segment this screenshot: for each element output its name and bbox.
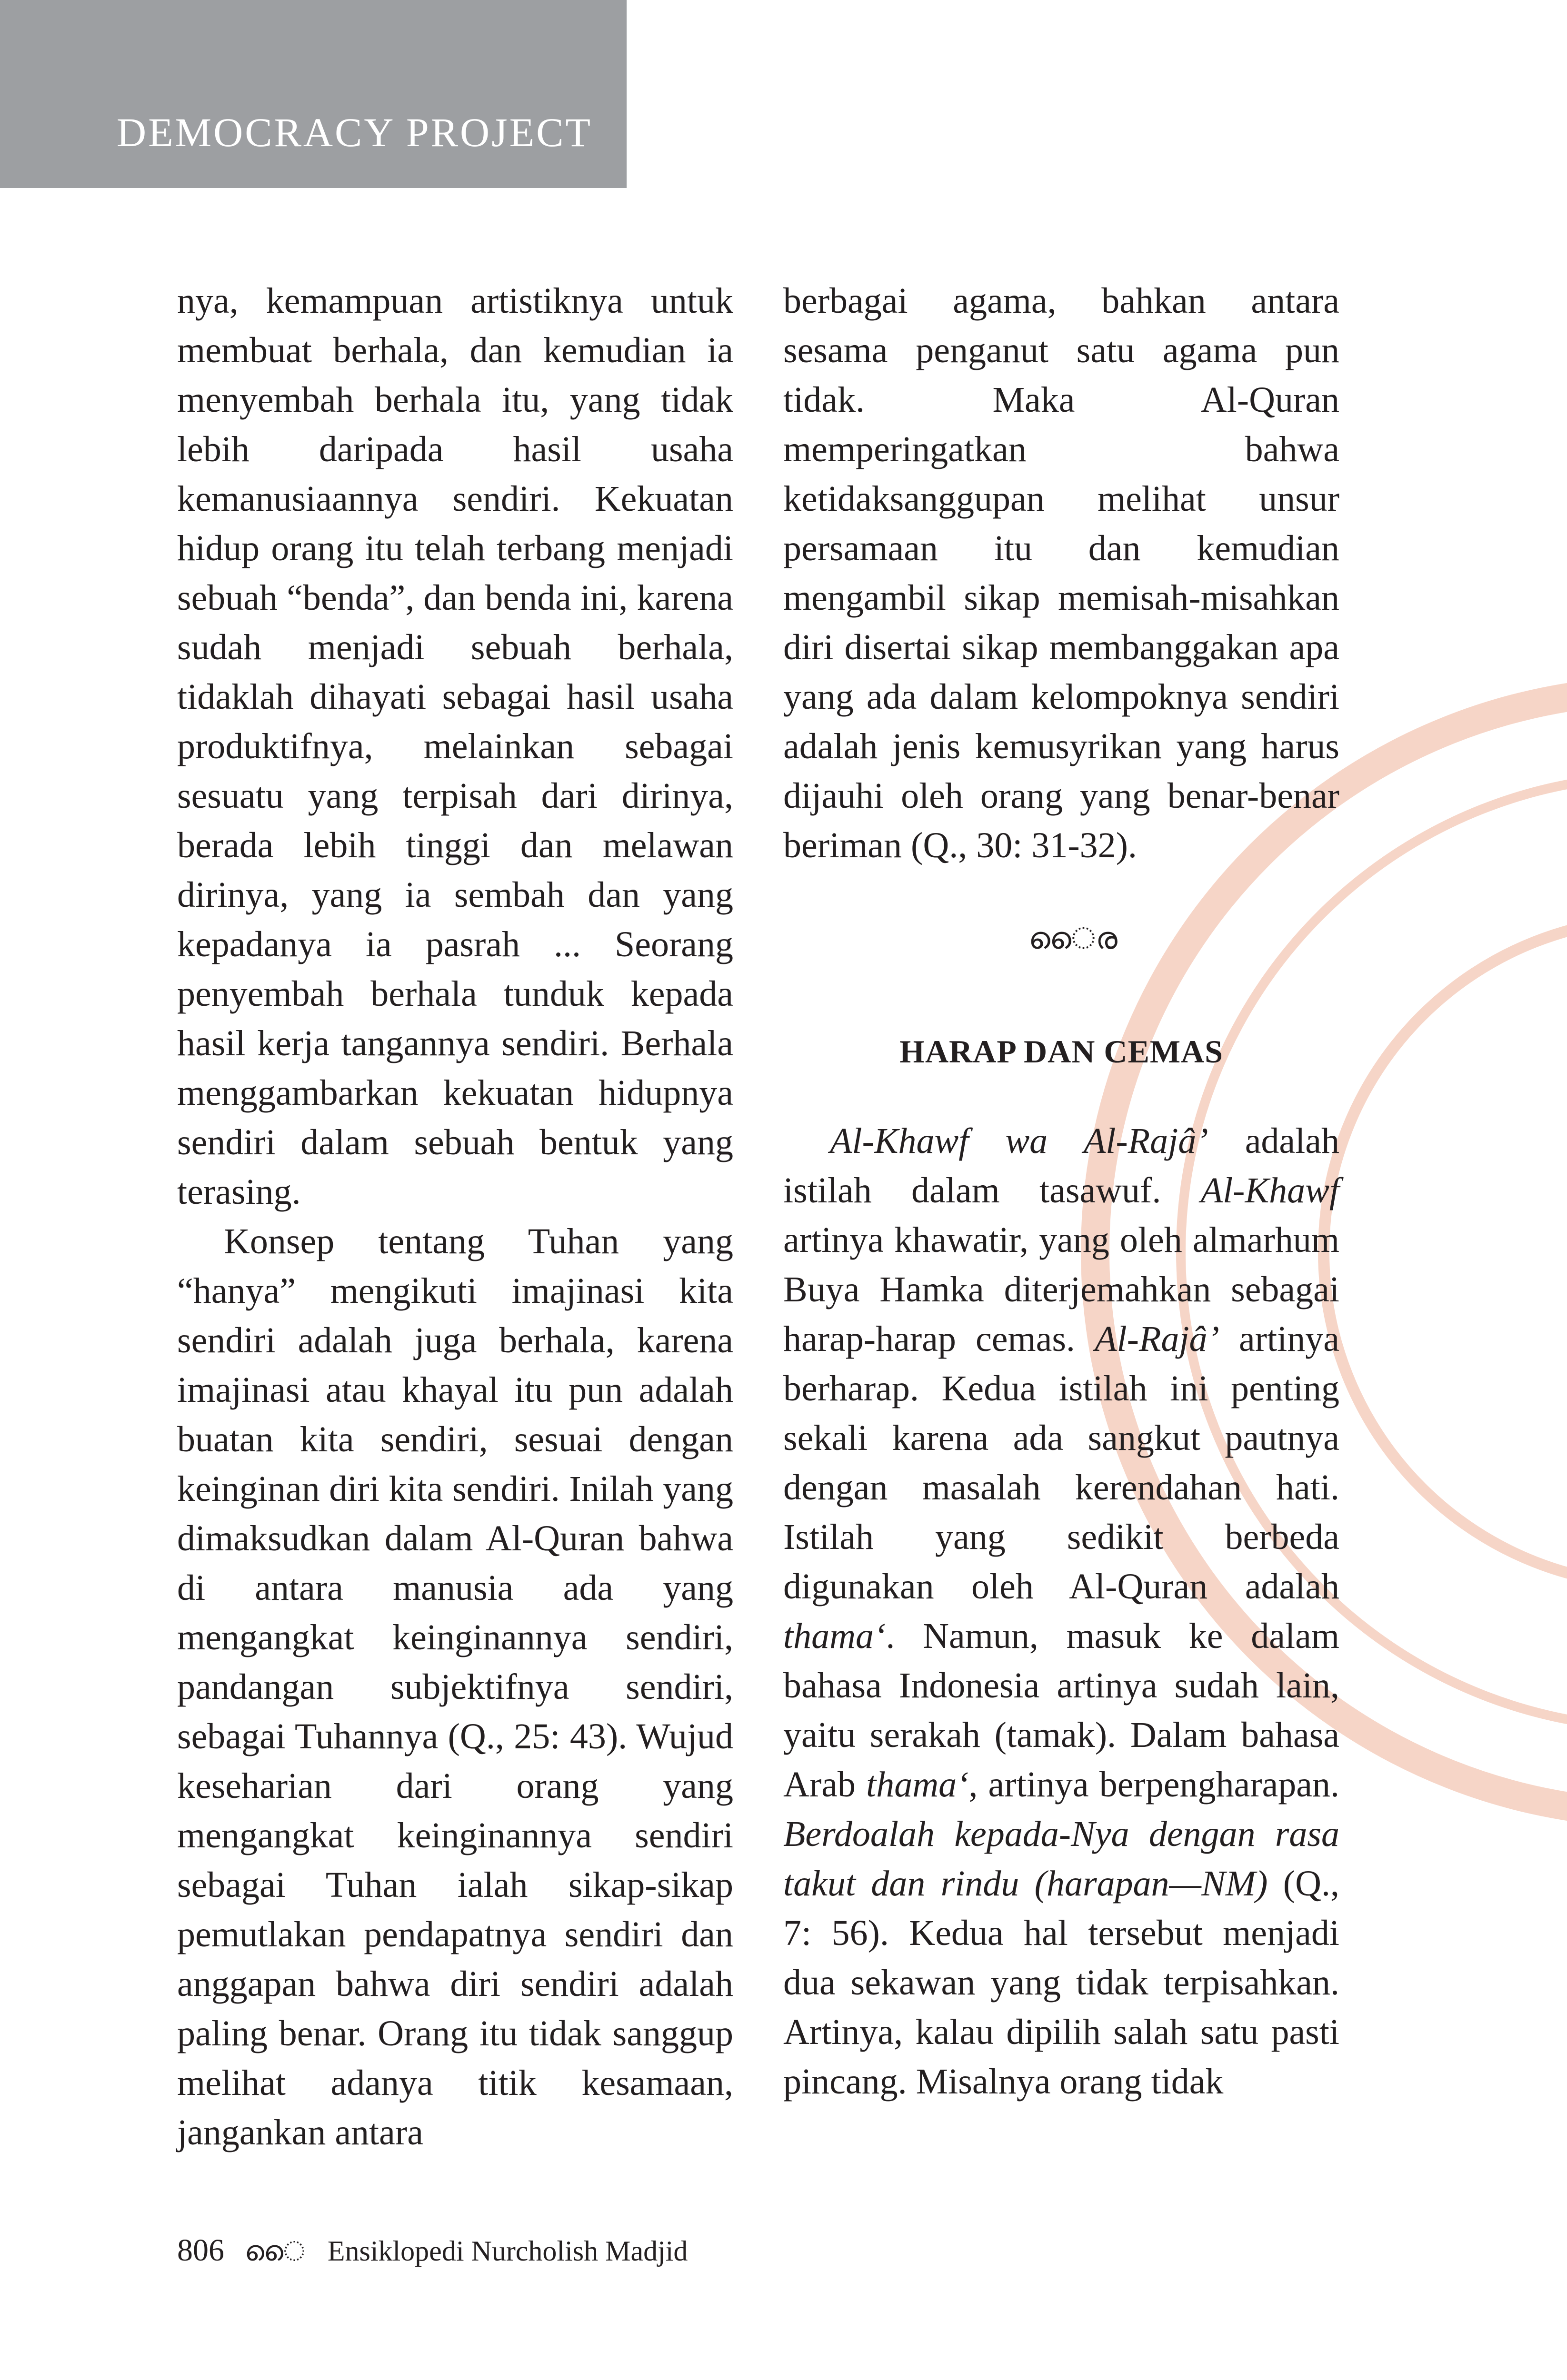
term-khawf-raja: Al-Khawf wa Al-Rajâ’ [830, 1121, 1208, 1161]
term-khawf: Al-Khawf [1200, 1170, 1339, 1210]
right-paragraph-1: berbagai agama, bahkan antara sesama penganut satu agama pun tidak. Maka Al-Quran memperingatkan bahwa ketidaksanggupan melihat unsur persamaan itu dan kemudian mengambil sikap memisah-misahkan diri disertai sikap membanggakan apa yang ada dalam kelompoknya sendiri adalah jenis kemusyrikan yang harus dijauhi oleh orang yang benar-benar beriman (Q., 30: 31-32). [783, 281, 1339, 865]
term-thama: thama‘ [783, 1616, 886, 1656]
page-number: 806 [177, 2233, 224, 2268]
page-footer [177, 2232, 688, 2269]
text-run: . Namun, masuk ke dalam bahasa Indonesia artinya sudah lain, yaitu serakah (tamak). Dalam bahasa Arab [783, 1616, 1339, 1805]
quran-quote: Berdoalah kepada-Nya dengan rasa takut dan rindu (harapan—NM) [783, 1814, 1339, 1904]
right-column-bottom [783, 1116, 1339, 2106]
left-column [177, 276, 733, 2157]
right-column-top [783, 276, 1339, 870]
term-raja: Al-Rajâ’ [1095, 1319, 1219, 1359]
section-ornament: ൈര [1028, 922, 1118, 955]
left-paragraph-2: Konsep tentang Tuhan yang “hanya” mengikuti imajinasi kita sendiri adalah juga berhala, karena imajinasi atau khayal itu pun adalah buatan kita sendiri, sesuai dengan keinginan diri kita sendiri. Inilah yang dimaksudkan dalam Al-Quran bahwa di antara manusia ada yang mengangkat keinginannya sendiri, pandangan subjektifnya sendiri, sebagai Tuhannya (Q., 25: 43). Wujud keseharian dari orang yang mengangkat keinginannya sendiri sebagai Tuhan ialah sikap-sikap pemutlakan pendapatnya sendiri dan anggapan bahwa diri sendiri adalah paling benar. Orang itu tidak sanggup melihat adanya titik kesamaan, jangankan antara [177, 1221, 733, 2152]
term-thama-2: thama‘ [866, 1765, 969, 1805]
book-title: Ensiklopedi Nurcholish Madjid [327, 2235, 688, 2267]
text-run: artinya khawatir, yang oleh almarhum Buya Hamka diterjemahkan sebagai harap-harap cemas. [783, 1220, 1339, 1359]
section-heading: HARAP DAN CEMAS [899, 1033, 1223, 1070]
right-paragraph-2 [783, 1116, 1339, 2106]
text-run: artinya berharap. Kedua istilah ini penting sekali karena ada sangkut pautnya dengan masalah kerendahan hati. Istilah yang sedikit berbeda digunakan oleh Al-Quran adalah [783, 1319, 1339, 1606]
running-header-title: DEMOCRACY PROJECT [117, 109, 593, 155]
running-header-box [0, 0, 627, 188]
text-run: adalah istilah dalam tasawuf. [783, 1121, 1339, 1210]
text-run: , artinya berpengharapan. [968, 1765, 1339, 1805]
left-paragraph-1: nya, kemampuan artistiknya untuk membuat berhala, dan kemudian ia menyembah berhala itu, yang tidak lebih daripada hasil usaha kemanusiaannya sendiri. Kekuatan hidup orang itu telah terbang menjadi sebuah “benda”, dan benda ini, karena sudah menjadi sebuah berhala, tidaklah dihayati sebagai hasil usaha produktifnya, melainkan sebagai sesuatu yang terpisah dari dirinya, berada lebih tinggi dan melawan dirinya, yang ia sembah dan yang kepadanya ia pasrah ... Seorang penyembah berhala tunduk kepada hasil kerja tangannya sendiri. Berhala menggambarkan kekuatan hidupnya sendiri dalam sebuah bentuk yang terasing. [177, 281, 733, 1212]
footer-ornament-icon: ൈ [244, 2236, 306, 2267]
text-run: (Q., 7: 56). Kedua hal tersebut menjadi dua sekawan yang tidak terpisahkan. Artinya, kalau dipilih salah satu pasti pincang. Misalnya orang tidak [783, 1864, 1339, 2102]
